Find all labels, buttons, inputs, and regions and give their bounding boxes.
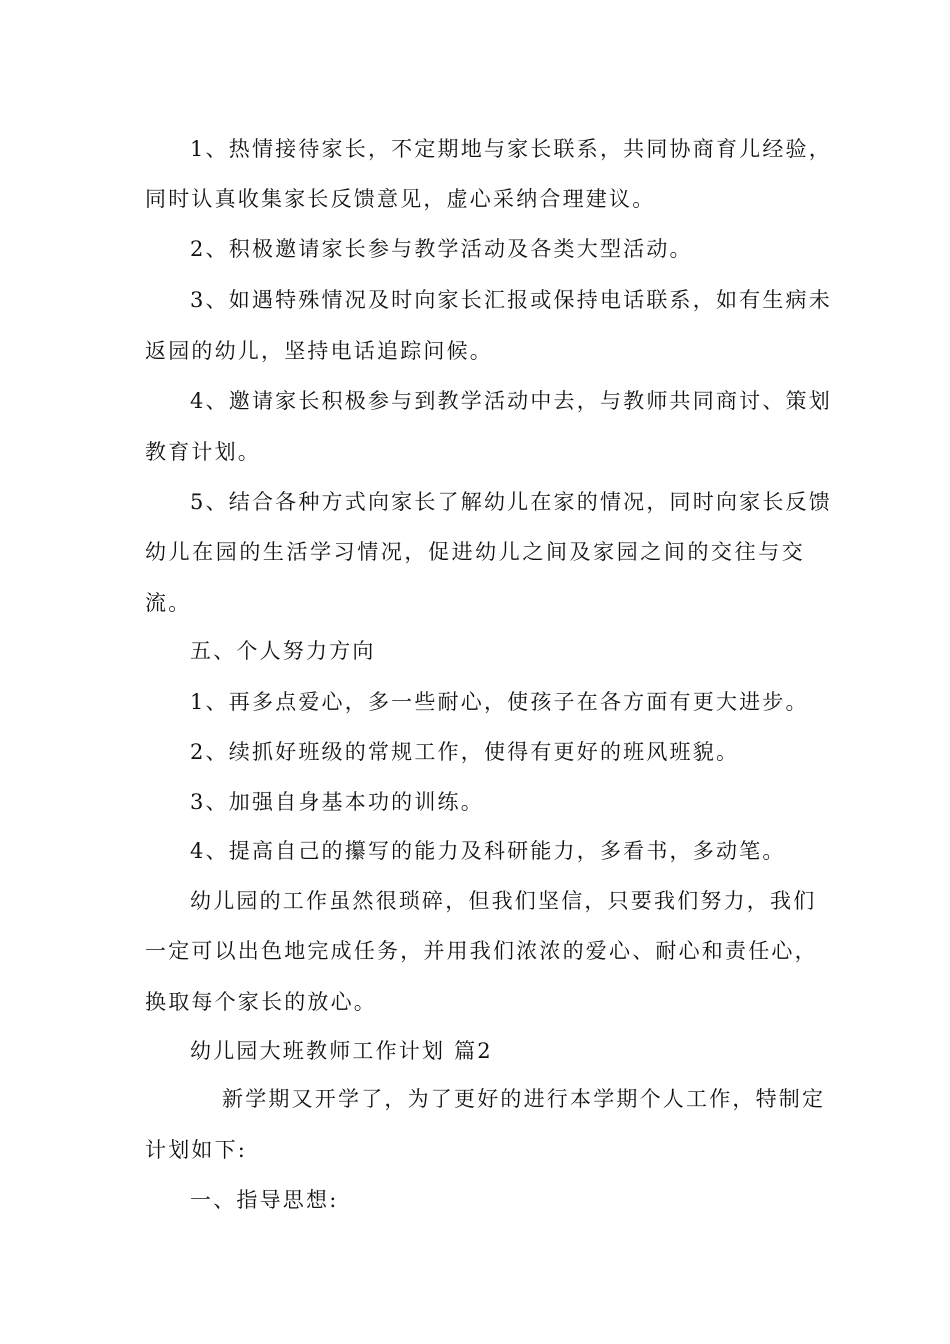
paragraph-line: 4、邀请家长积极参与到教学活动中去，与教师共同商讨、策划 xyxy=(190,389,832,413)
paragraph-line: 4、提高自己的攥写的能力及科研能力，多看书，多动笔。 xyxy=(190,839,786,863)
paragraph-line: 5、结合各种方式向家长了解幼儿在家的情况，同时向家长反馈 xyxy=(190,490,832,514)
paragraph-line: 幼儿在园的生活学习情况，促进幼儿之间及家园之间的交往与交 xyxy=(145,540,805,564)
paragraph-line: 新学期又开学了，为了更好的进行本学期个人工作，特制定 xyxy=(222,1087,826,1111)
paragraph-line: 同时认真收集家长反馈意见，虚心采纳合理建议。 xyxy=(145,187,656,211)
paragraph-line: 2、续抓好班级的常规工作，使得有更好的班风班貌。 xyxy=(190,740,740,764)
paragraph-line: 流。 xyxy=(145,591,192,615)
section-title: 幼儿园大班教师工作计划 篇2 xyxy=(190,1039,493,1063)
paragraph-line: 换取每个家长的放心。 xyxy=(145,990,377,1014)
paragraph-line: 教育计划。 xyxy=(145,440,261,464)
section-heading: 五、个人努力方向 xyxy=(190,639,376,663)
paragraph-line: 一定可以出色地完成任务，并用我们浓浓的爱心、耐心和责任心， xyxy=(145,939,818,963)
paragraph-line: 3、如遇特殊情况及时向家长汇报或保持电话联系，如有生病未 xyxy=(190,288,832,312)
paragraph-line: 3、加强自身基本功的训练。 xyxy=(190,790,484,814)
paragraph-line: 返园的幼儿，坚持电话追踪问候。 xyxy=(145,339,493,363)
paragraph-line: 计划如下: xyxy=(145,1138,248,1162)
paragraph-line: 1、再多点爱心，多一些耐心，使孩子在各方面有更大进步。 xyxy=(190,690,809,714)
paragraph-line: 1、热情接待家长，不定期地与家长联系，共同协商育儿经验， xyxy=(190,137,832,161)
section-heading: 一、指导思想: xyxy=(190,1188,339,1212)
paragraph-line: 幼儿园的工作虽然很琐碎，但我们坚信，只要我们努力，我们 xyxy=(190,889,817,913)
paragraph-line: 2、积极邀请家长参与教学活动及各类大型活动。 xyxy=(190,237,693,261)
